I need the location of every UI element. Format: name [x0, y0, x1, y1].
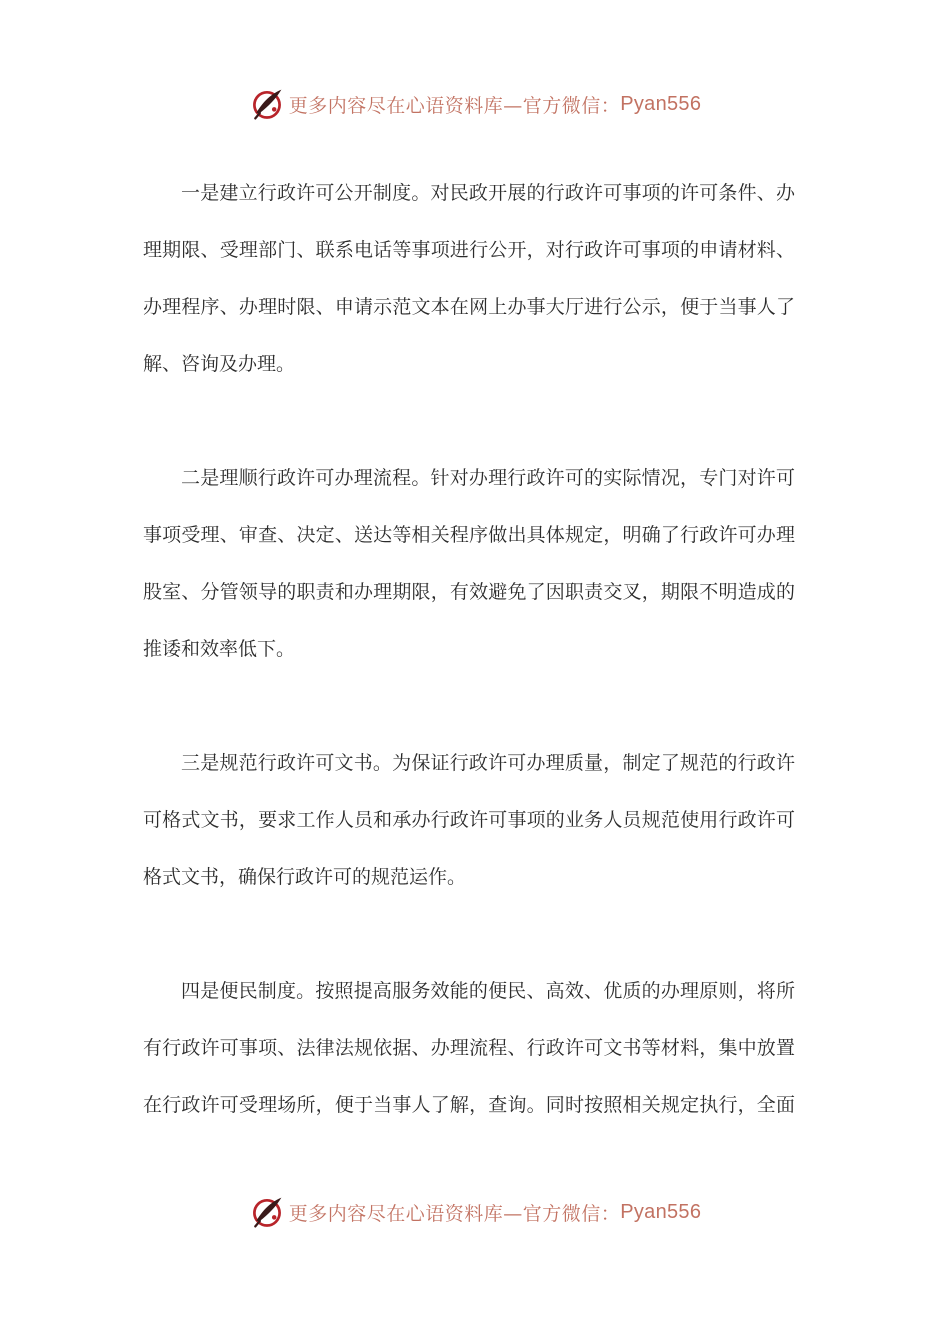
wechat-id: Pyan556: [620, 1200, 702, 1223]
header-banner: [0, 82, 950, 126]
text-line: 二是理顺行政许可办理流程。针对办理行政许可的实际情况，专门对许可: [181, 467, 795, 489]
text-line: 可格式文书，要求工作人员和承办行政许可事项的业务人员规范使用行政许可: [143, 809, 795, 831]
wechat-id: Pyan556: [620, 92, 702, 115]
text-line: 一是建立行政许可公开制度。对民政开展的行政许可事项的许可条件、办: [181, 182, 795, 204]
text-line: 有行政许可事项、法律法规依据、办理流程、行政许可文书等材料，集中放置: [143, 1037, 795, 1059]
paragraph-1: [143, 165, 795, 393]
banner-text: 更多内容尽在心语资料库—官方微信：: [288, 94, 621, 117]
text-line: 事项受理、审查、决定、送达等相关程序做出具体规定，明确了行政许可办理: [143, 524, 795, 546]
quill-pen-logo-icon: [249, 1194, 285, 1230]
paragraph-2: [143, 450, 795, 678]
document-body: [143, 165, 795, 1191]
footer-banner: [0, 1190, 950, 1234]
quill-pen-logo-icon: [249, 86, 285, 122]
paragraph-4: [143, 963, 795, 1134]
text-line: 四是便民制度。按照提高服务效能的便民、高效、优质的办理原则，将所: [181, 980, 795, 1002]
text-line: 在行政许可受理场所，便于当事人了解，查询。同时按照相关规定执行，全面: [143, 1094, 795, 1116]
paragraph-3: [143, 735, 795, 906]
text-line: 推诿和效率低下。: [143, 638, 296, 660]
text-line: 办理程序、办理时限、申请示范文本在网上办事大厅进行公示，便于当事人了: [143, 296, 795, 318]
text-line: 解、咨询及办理。: [143, 353, 296, 375]
text-line: 理期限、受理部门、联系电话等事项进行公开，对行政许可事项的申请材料、: [143, 239, 795, 261]
banner-text: 更多内容尽在心语资料库—官方微信：: [288, 1202, 621, 1225]
text-line: 三是规范行政许可文书。为保证行政许可办理质量，制定了规范的行政许: [181, 752, 795, 774]
text-line: 股室、分管领导的职责和办理期限，有效避免了因职责交叉，期限不明造成的: [143, 581, 795, 603]
text-line: 格式文书，确保行政许可的规范运作。: [143, 866, 467, 888]
